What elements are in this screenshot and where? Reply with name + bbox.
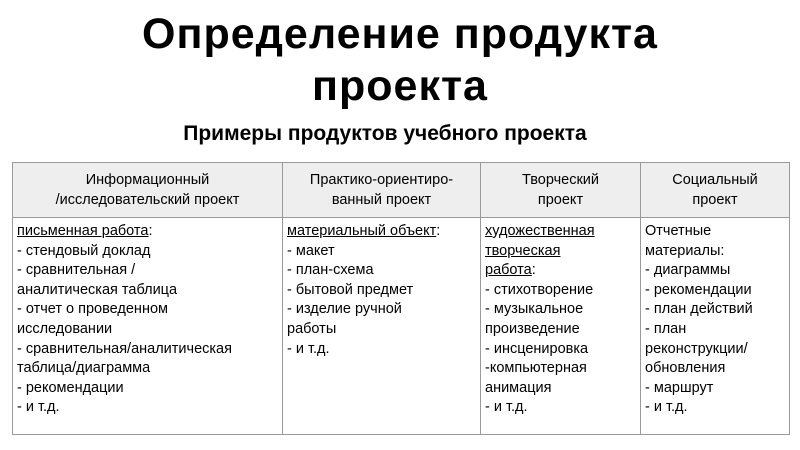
header-informational — [13, 163, 283, 218]
list-item: - диаграммы — [645, 262, 731, 279]
list-item: - рекомендации — [645, 281, 752, 298]
header-creative — [481, 163, 641, 218]
list-item: анимация — [485, 379, 552, 396]
cell-heading-line — [485, 261, 636, 281]
cell-heading: материальный объект — [287, 223, 437, 239]
header-line: Творческий — [522, 172, 599, 188]
header-social — [641, 163, 790, 218]
list-item: - план — [645, 320, 687, 337]
page-title-line-1: Определение продукта — [142, 10, 658, 58]
list-item: - отчет о проведенном — [17, 301, 168, 318]
cell-heading: письменная работа — [17, 223, 149, 239]
list-item: - и т.д. — [645, 399, 688, 416]
list-item: - сравнительная/аналитическая — [17, 340, 232, 357]
page-title-line-2: проекта — [312, 62, 488, 110]
header-line: проект — [537, 192, 584, 208]
header-line: Социальный — [672, 172, 758, 188]
list-item: обновления — [645, 360, 726, 377]
list-item: - бытовой предмет — [287, 281, 414, 298]
cell-heading: Отчетные — [645, 223, 712, 239]
list-item: - изделие ручной — [287, 301, 402, 318]
header-line: Информационный — [85, 172, 210, 188]
list-item: -компьютерная — [485, 360, 587, 377]
list-item: - маршрут — [645, 379, 714, 396]
list-item: аналитическая таблица — [17, 281, 178, 298]
list-item: - макет — [287, 242, 335, 259]
cell-heading: материалы: — [645, 242, 725, 259]
header-line: /исследовательский проект — [55, 192, 240, 208]
cell-creative — [481, 218, 641, 435]
cell-heading-suffix: : — [531, 262, 536, 279]
product-examples-table — [12, 162, 790, 435]
cell-heading-line — [17, 222, 278, 242]
list-item: - план-схема — [287, 262, 374, 279]
cell-social — [641, 218, 790, 435]
list-item: - сравнительная / — [17, 262, 136, 279]
table-header-row — [13, 163, 790, 218]
cell-informational — [13, 218, 283, 435]
header-line: проект — [692, 192, 738, 208]
cell-heading: работа — [485, 262, 532, 279]
page-subtitle: Примеры продуктов учебного проекта — [183, 122, 587, 145]
list-item: - стендовый доклад — [17, 242, 151, 259]
cell-heading: художественная — [485, 223, 595, 239]
list-item: - музыкальное — [485, 301, 584, 318]
page-title — [0, 8, 800, 112]
table-row — [13, 218, 790, 435]
list-item: - и т.д. — [17, 399, 60, 416]
list-item: - стихотворение — [485, 281, 594, 298]
cell-practice-oriented — [283, 218, 481, 435]
header-line: ванный проект — [331, 192, 432, 208]
list-item: - и т.д. — [485, 399, 528, 416]
list-item: работы — [287, 320, 337, 337]
cell-heading: творческая — [485, 242, 561, 259]
header-line: Практико-ориентиро- — [309, 172, 454, 188]
list-item: - и т.д. — [287, 340, 330, 357]
list-item: реконструкции/ — [645, 340, 748, 357]
cell-heading-line — [287, 222, 476, 242]
list-item: - инсценировка — [485, 340, 589, 357]
list-item: таблица/диаграмма — [17, 360, 151, 377]
list-item: - рекомендации — [17, 379, 124, 396]
cell-heading-suffix: : — [148, 223, 153, 239]
cell-heading-suffix: : — [436, 223, 441, 239]
list-item: - план действий — [645, 301, 753, 318]
header-practice-oriented — [283, 163, 481, 218]
list-item: исследовании — [17, 320, 113, 337]
list-item: произведение — [485, 320, 580, 337]
